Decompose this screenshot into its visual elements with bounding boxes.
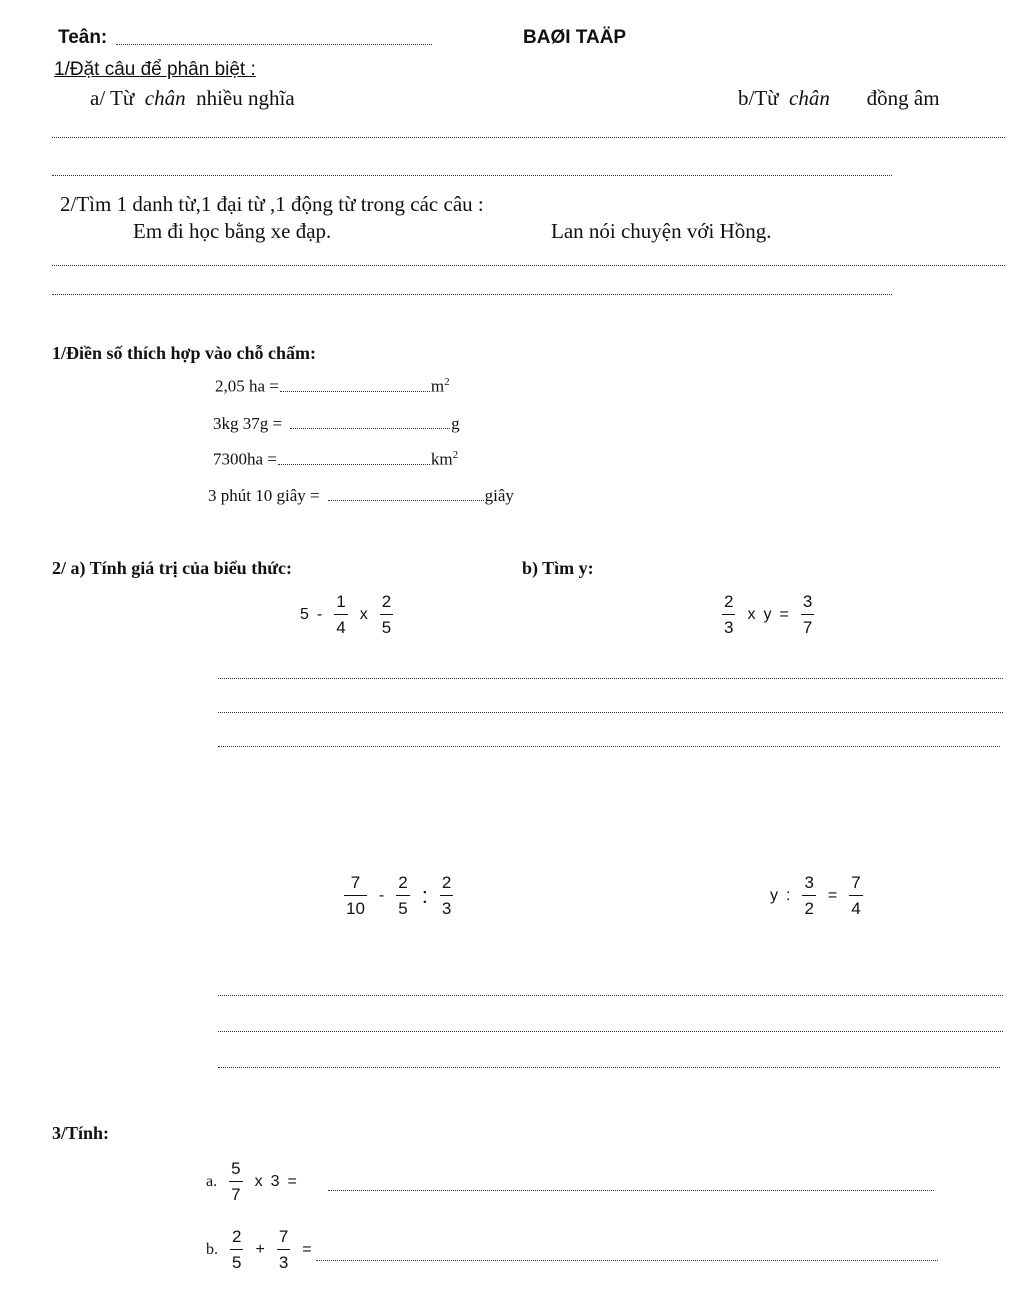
conversion-row: 3 phút 10 giây = giây xyxy=(208,486,514,505)
fraction: $\frac{7}{10}$ xyxy=(346,873,365,918)
vn-q2-sentence-1: Em đi học bằng xe đạp. xyxy=(133,219,332,243)
expression-1: 5 - $\frac{1}{4}$ x $\frac{2}{5}$ xyxy=(300,592,392,637)
answer-line xyxy=(218,1067,1000,1068)
answer-line xyxy=(218,712,1003,713)
fraction: $\frac{2}{5}$ xyxy=(381,592,392,637)
fraction: $\frac{5}{7}$ xyxy=(231,1159,241,1204)
expression-2: $\frac{2}{3}$ x y = $\frac{3}{7}$ xyxy=(724,592,813,637)
math-q1-heading: 1/Điền số thích hợp vào chỗ chấm: xyxy=(52,343,316,363)
vn-q1-heading: 1/Đặt câu để phân biệt : xyxy=(54,59,256,80)
math-q3-heading: 3/Tính: xyxy=(52,1123,110,1143)
answer-line xyxy=(328,1190,934,1191)
math-q2b-heading: b) Tìm y: xyxy=(522,558,594,578)
name-label: Teân: xyxy=(58,27,108,48)
answer-line xyxy=(52,175,892,176)
fraction: $\frac{7}{4}$ xyxy=(851,873,861,918)
vn-q1-part-a: a/ Từ chân nhiều nghĩa xyxy=(90,86,295,110)
answer-line xyxy=(316,1260,938,1261)
vn-q1-part-b: b/Từ chân đồng âm xyxy=(738,86,940,110)
fraction: $\frac{2}{3}$ xyxy=(441,873,452,918)
answer-line xyxy=(218,1031,1003,1032)
vn-q2-heading: 2/Tìm 1 danh từ,1 đại từ ,1 động từ trong các câu : xyxy=(60,192,484,216)
expression-3: $\frac{7}{10}$ - $\frac{2}{5}$ : $\frac{2}{3}$ xyxy=(346,873,452,918)
conversion-row: 3kg 37g = g xyxy=(213,414,460,433)
answer-line xyxy=(218,995,1003,996)
fraction: $\frac{3}{7}$ xyxy=(802,592,813,637)
conversion-row: $7300ha = km^2$ xyxy=(213,449,459,469)
expression-4: y : $\frac{3}{2}$ = $\frac{7}{4}$ xyxy=(770,873,861,918)
name-blank-line xyxy=(116,44,432,45)
answer-line xyxy=(52,265,1005,266)
fraction: $\frac{7}{3}$ xyxy=(278,1227,289,1272)
answer-line xyxy=(52,137,1005,138)
fraction: $\frac{3}{2}$ xyxy=(804,873,814,918)
fraction: $\frac{2}{3}$ xyxy=(724,592,734,637)
answer-line xyxy=(218,678,1003,679)
page-title: BAØI TAÄP xyxy=(523,27,627,48)
fraction: $\frac{1}{4}$ xyxy=(336,592,346,637)
fraction: $\frac{2}{5}$ xyxy=(398,873,408,918)
calc-a: a. $\frac{5}{7}$ x 3 = xyxy=(206,1159,297,1204)
answer-line xyxy=(218,746,1000,747)
math-q2a-heading: 2/ a) Tính giá trị của biểu thức: xyxy=(52,558,292,578)
conversion-row: 2,05 ha = $m^2$ xyxy=(215,376,450,396)
calc-b: b. $\frac{2}{5}$ + $\frac{7}{3}$ = xyxy=(206,1227,312,1272)
fraction: $\frac{2}{5}$ xyxy=(232,1227,242,1272)
vn-q2-sentence-2: Lan nói chuyện với Hồng. xyxy=(551,219,772,243)
answer-line xyxy=(52,294,892,295)
